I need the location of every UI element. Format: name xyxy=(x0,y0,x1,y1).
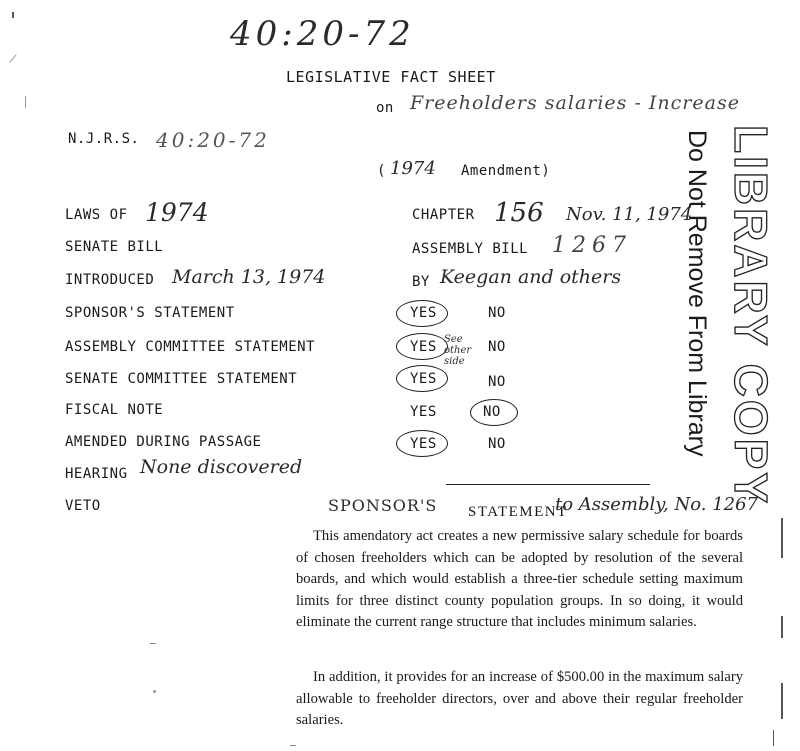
introduced-label: INTRODUCED xyxy=(65,272,155,288)
hearing-label: HEARING xyxy=(65,466,128,482)
chapter-value: 156 xyxy=(494,198,544,228)
chapter-date: Nov. 11, 1974 xyxy=(566,204,693,225)
amended-no: NO xyxy=(488,436,506,452)
hearing-value: None discovered xyxy=(140,456,303,478)
fiscal-note-no: NO xyxy=(483,404,501,420)
scan-speck xyxy=(9,54,16,62)
fiscal-note-yes: YES xyxy=(410,404,437,420)
laws-of-label: LAWS OF xyxy=(65,207,128,223)
statement-to-assembly: to Assembly, No. 1267 xyxy=(555,494,759,515)
margin-mark xyxy=(781,616,783,638)
scan-speck xyxy=(25,96,26,108)
amendment-year: 1974 xyxy=(390,158,436,179)
veto-label: VETO xyxy=(65,498,101,514)
assembly-bill-label: ASSEMBLY BILL xyxy=(412,241,529,257)
sponsor-statement-label: SPONSOR'S STATEMENT xyxy=(65,305,235,321)
scan-speck xyxy=(150,643,156,644)
sponsor-no: NO xyxy=(488,305,506,321)
sponsor-yes: YES xyxy=(410,305,437,321)
statement-paragraph-1: This amendatory act creates a new permissive salary schedule for boards of chosen freeholders which can be adopted by resolution of the several boards, and which would establish a three-tier schedule setting maximum limits for three distinct county population groups. In so doing, it would eliminate the current range structure that includes minimum salaries. xyxy=(296,528,743,630)
senate-committee-no: NO xyxy=(488,374,506,390)
assembly-committee-no: NO xyxy=(488,339,506,355)
library-copy-stamp: LIBRARY COPY xyxy=(725,125,777,507)
njrs-label: N.J.R.S. xyxy=(68,131,140,147)
by-value: Keegan and others xyxy=(440,266,622,288)
senate-committee-yes: YES xyxy=(410,371,437,387)
statement-heading: STATEMENT xyxy=(468,504,568,520)
amendment-open: ( xyxy=(377,163,386,179)
fiscal-note-label: FISCAL NOTE xyxy=(65,402,164,418)
subject-handwritten: Freeholders salaries - Increase xyxy=(410,92,740,114)
margin-mark xyxy=(773,730,774,746)
amendment-label: Amendment) xyxy=(461,163,551,179)
assembly-bill-value: 1267 xyxy=(552,233,632,258)
see-other-side-note: See other side xyxy=(444,334,472,367)
document-title: LEGISLATIVE FACT SHEET xyxy=(286,68,496,86)
scan-speck xyxy=(153,690,156,693)
file-number: 40:20-72 xyxy=(230,14,415,54)
sponsors-handwritten: SPONSOR'S xyxy=(328,496,438,515)
margin-mark xyxy=(781,518,783,558)
on-label: on xyxy=(376,100,394,116)
statement-paragraph-2: In addition, it provides for an increase of $500.00 in the maximum salary allowable to freeholder directors, over and above their regular freeholder salaries. xyxy=(296,669,743,728)
do-not-remove-stamp: Do Not Remove From Library xyxy=(683,130,711,457)
introduced-value: March 13, 1974 xyxy=(172,266,326,288)
njrs-value: 40:20-72 xyxy=(156,128,270,152)
margin-mark xyxy=(781,683,783,719)
senate-committee-label: SENATE COMMITTEE STATEMENT xyxy=(65,371,298,387)
assembly-committee-yes: YES xyxy=(410,339,437,355)
senate-bill-label: SENATE BILL xyxy=(65,239,164,255)
laws-of-value: 1974 xyxy=(145,198,209,227)
statement-rule xyxy=(446,484,650,485)
by-label: BY xyxy=(412,274,430,290)
scan-speck xyxy=(290,745,296,746)
chapter-label: CHAPTER xyxy=(412,207,475,223)
scan-speck xyxy=(12,12,14,18)
amended-yes: YES xyxy=(410,436,437,452)
assembly-committee-label: ASSEMBLY COMMITTEE STATEMENT xyxy=(65,339,316,355)
amended-label: AMENDED DURING PASSAGE xyxy=(65,434,262,450)
